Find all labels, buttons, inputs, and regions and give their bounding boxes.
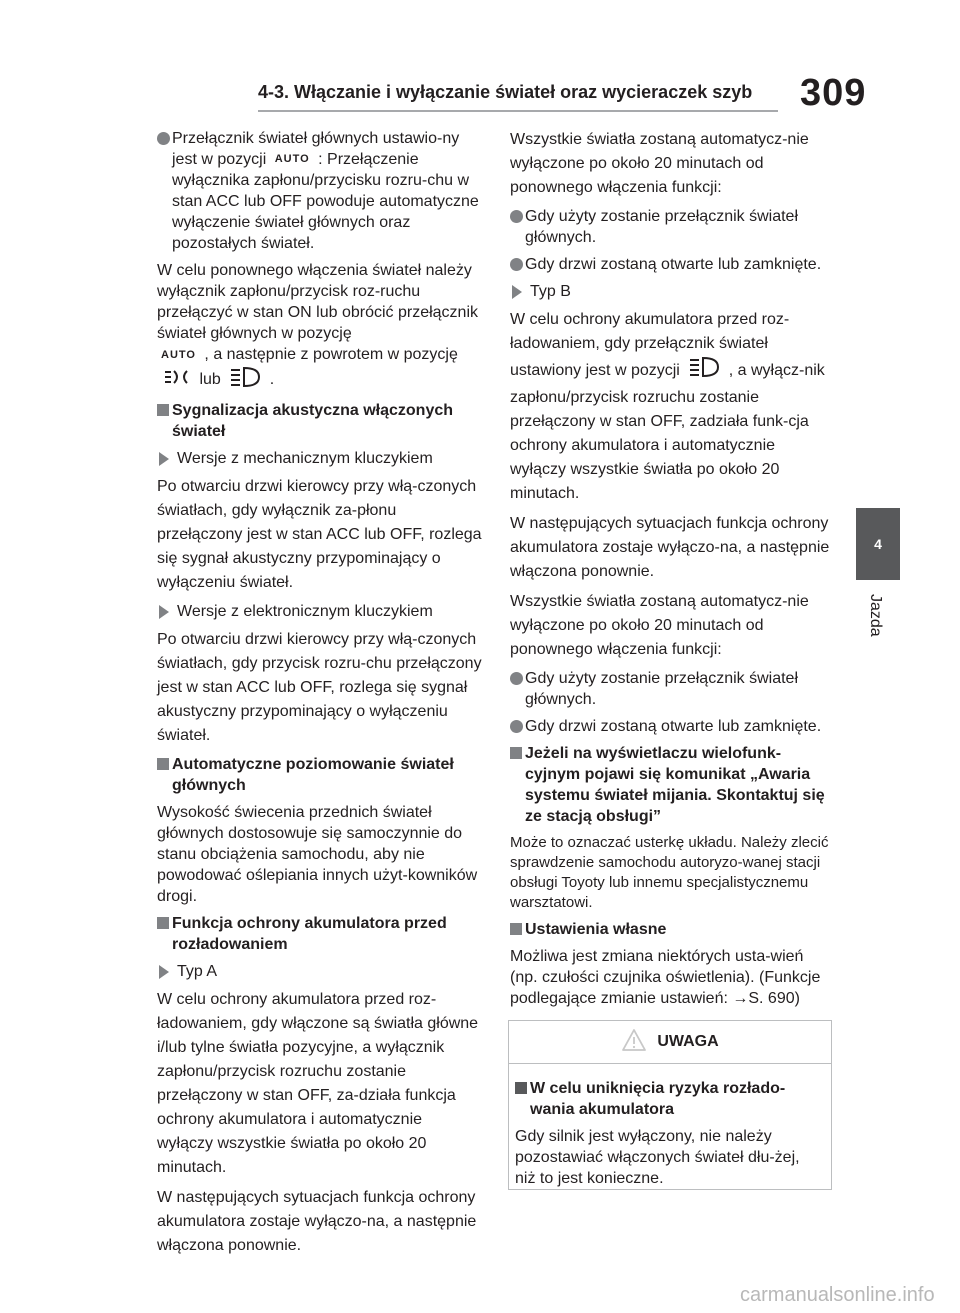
- bullet-auto-off: Przełącznik świateł głównych ustawio-ny jest w pozycji AUTO : Przełączenie wyłącznika zapłonu/przycisku rozru-chu w stan ACC lub OFF powoduje automatyczne wyłączenie świateł głównych oraz pozostałych świateł.: [157, 128, 482, 254]
- subheading-electronic-key: Wersje z elektronicznym kluczykiem: [157, 601, 482, 622]
- bullet-dot-icon: [157, 132, 170, 145]
- paragraph-type-b-reset: W następujących sytuacjach funkcja ochrony akumulatora zostaje wyłączo-na, a następnie włączona ponownie.: [510, 515, 830, 580]
- warning-triangle-icon: [621, 1028, 647, 1057]
- subheading-type-a: Typ A: [157, 961, 482, 982]
- left-column: [157, 128, 482, 1264]
- auto-light-icon: AUTO: [161, 348, 196, 361]
- right-column: [510, 128, 832, 1015]
- paragraph-type-b: W celu ochrony akumulatora przed roz-ładowaniem, gdy przełącznik świateł ustawiony jest w pozycji , a wyłącz-nik zapłonu/przycisk rozruchu zostanie przełączony w stan OFF, zadziała funk-cja ochrony akumulatora i automatycznie wyłączy wszystkie światła po około 20 minutach.: [510, 311, 825, 502]
- bullet-dot-icon: [510, 720, 523, 733]
- heading-square-icon: [157, 404, 169, 416]
- paragraph-type-a-reset: W następujących sytuacjach funkcja ochrony akumulatora zostaje wyłączo-na, a następnie włączona ponownie.: [157, 1188, 477, 1254]
- bullet-switch-used-a: Gdy użyty zostanie przełącznik świateł głównych.: [510, 206, 832, 248]
- heading-customization: Ustawienia własne: [510, 919, 832, 940]
- headlight-icon: [688, 356, 720, 386]
- auto-light-icon: AUTO: [274, 153, 310, 166]
- bullet-dot-icon: [510, 210, 523, 223]
- paragraph-reactivate: W celu ponownego włączenia świateł należy wyłącznik zapłonu/przycisk roz-ruchu przełączyć w stan ON lub obrócić przełącznik świateł głównych w pozycję AUTO , a następnie z powrotem w pozycję lub .: [157, 260, 482, 393]
- arrow-right-icon: [159, 605, 169, 619]
- warning-body: [509, 1064, 831, 1189]
- arrow-right-icon: [512, 285, 522, 299]
- subheading-type-b: Typ B: [510, 281, 832, 302]
- paragraph-low-beam-failure: Może to oznaczać usterkę układu. Należy zlecić sprawdzenie samochodu autoryzo-wanej stacji obsługi Toyoty lub innemu specjalistycznemu warsztatowi.: [510, 834, 829, 911]
- heading-low-beam-failure: Jeżeli na wyświetlaczu wielofunk-cyjnym pojawi się komunikat „Awaria systemu świateł mijania. Skontaktuj się ze stacją obsługi”: [510, 743, 832, 827]
- heading-battery-saver: Funkcja ochrony akumulatora przed rozładowaniem: [157, 913, 482, 955]
- paragraph-type-a: W celu ochrony akumulatora przed roz-ładowaniem, gdy włączone są światła główne i/lub tylne światła pozycyjne, a wyłącznik zapłonu/przycisk rozruchu zostanie przełączony w stan OFF, za-działa funkcja ochrony akumulatora i automatycznie wyłączy wszystkie światła po około 20 minutach.: [157, 990, 479, 1176]
- bullet-dot-icon: [510, 258, 523, 271]
- bullet-door-a: Gdy drzwi zostaną otwarte lub zamknięte.: [510, 254, 832, 275]
- heading-square-icon: [510, 923, 522, 935]
- chapter-tab[interactable]: 4: [856, 508, 900, 580]
- warning-header: [509, 1021, 831, 1064]
- heading-square-icon: [157, 917, 169, 929]
- chapter-label: Jazda: [867, 594, 884, 637]
- header-rule: [258, 110, 778, 112]
- bullet-dot-icon: [510, 672, 523, 685]
- paragraph-auto-off-a: Wszystkie światła zostaną automatycz-nie wyłączone po około 20 minutach od ponownego włączenia funkcji:: [510, 131, 809, 196]
- paragraph-electronic-key: Po otwarciu drzwi kierowcy przy włą-czonych światłach, gdy przycisk rozru-chu przełączony jest w stan ACC lub OFF, rozlega się sygnał akustyczny przypominający o wyłączeniu świateł.: [157, 630, 482, 744]
- paragraph-mechanical-key: Po otwarciu drzwi kierowcy przy włą-czonych światłach, gdy wyłącznik za-płonu przełączony jest w stan ACC lub OFF, rozlega się sygnał akustyczny przypominający o wyłączeniu świateł.: [157, 477, 482, 591]
- heading-auto-leveling: Automatyczne poziomowanie świateł głównych: [157, 754, 482, 796]
- parking-light-icon: [161, 367, 191, 393]
- heading-square-icon: [157, 758, 169, 770]
- arrow-right-icon: [159, 965, 169, 979]
- bullet-door-b: Gdy drzwi zostaną otwarte lub zamknięte.: [510, 716, 832, 737]
- paragraph-auto-off-b: Wszystkie światła zostaną automatycz-nie wyłączone po około 20 minutach od ponownego włączenia funkcji:: [510, 593, 809, 658]
- paragraph-auto-leveling: Wysokość świecenia przednich świateł głównych dostosowuje się samoczynnie do stanu obciążenia samochodu, aby nie powodować oślepiania innych użyt-kowników drogi.: [157, 803, 478, 905]
- warning-title: UWAGA: [657, 1033, 719, 1050]
- warning-box: [508, 1020, 832, 1190]
- running-header: 4-3. Włączanie i wyłączanie świateł oraz wycieraczek szyb: [258, 82, 753, 102]
- heading-square-icon: [510, 747, 522, 759]
- warning-text: Gdy silnik jest wyłączony, nie należy pozostawiać włączonych świateł dłu-żej, niż to jest konieczne.: [515, 1128, 800, 1187]
- bullet-switch-used-b: Gdy użyty zostanie przełącznik świateł głównych.: [510, 668, 832, 710]
- heading-square-icon: [515, 1082, 527, 1094]
- warning-heading: W celu uniknięcia ryzyka rozłado-wania akumulatora: [515, 1078, 823, 1120]
- arrow-right-icon: [159, 452, 169, 466]
- heading-acoustic-signal: Sygnalizacja akustyczna włączonych świateł: [157, 400, 482, 442]
- watermark: carmanualsonline.info: [740, 1284, 935, 1306]
- headlight-icon: [229, 366, 261, 394]
- page-number: 309: [800, 72, 867, 114]
- paragraph-customization: Możliwa jest zmiana niektórych usta-wień (np. czułości czujnika oświetlenia). (Funkcje podlegające zmianie ustawień: →S. 690): [510, 948, 821, 1007]
- subheading-mechanical-key: Wersje z mechanicznym kluczykiem: [157, 448, 482, 469]
